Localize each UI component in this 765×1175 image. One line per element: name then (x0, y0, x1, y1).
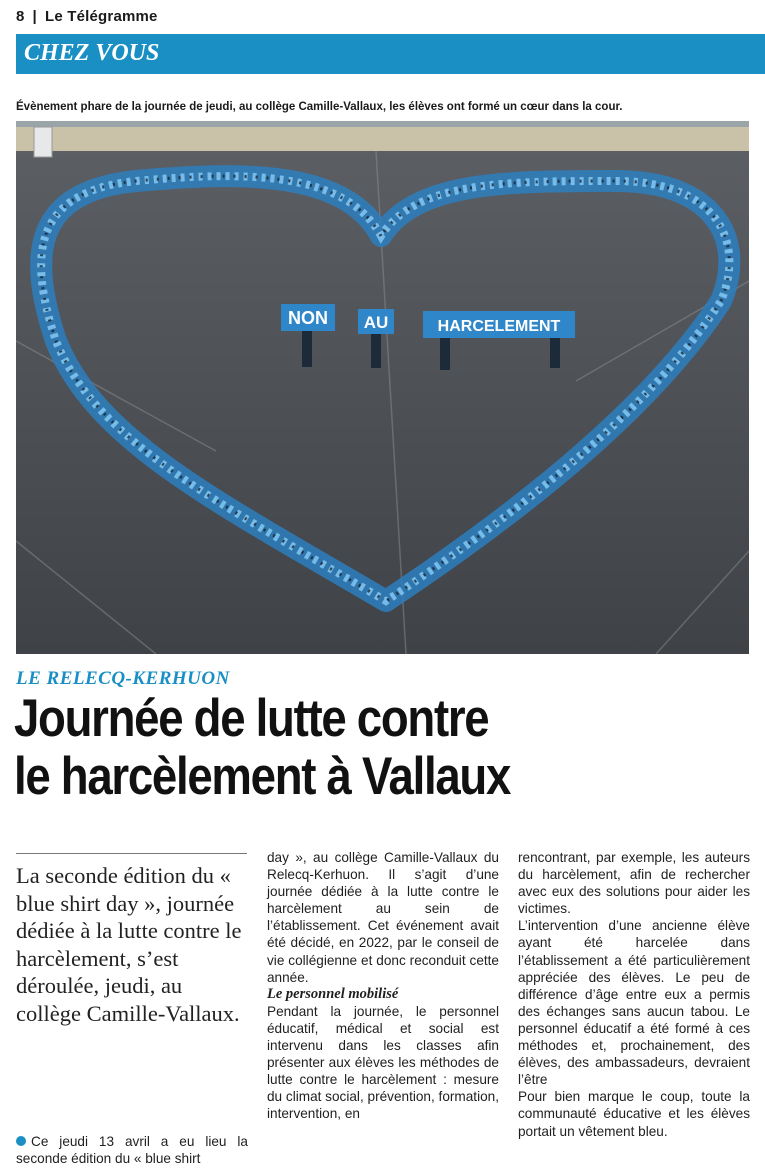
body-paragraph: rencontrant, par exemple, les auteurs du harcèlement, afin de rechercher avec eux des solutions pour aider les victimes. (518, 850, 750, 917)
body-paragraph: Pendant la journée, le personnel éducatif, médical et social est intervenu dans les classes afin présenter aux élèves les méthodes de lutte contre le harcèlement : mesure du climat social, prévention, formation, intervention, en (267, 1003, 499, 1122)
banner-word-non: NON (288, 308, 328, 328)
article-subhead: Le personnel mobilisé (267, 985, 399, 1002)
page-header (16, 8, 158, 25)
headline-line-1: Journée de lutte contre (14, 689, 489, 748)
body-column-3 (518, 849, 750, 1140)
section-title: CHEZ VOUS (24, 40, 160, 66)
body-paragraph: L’intervention d’une ancienne élève ayant été harcelée dans l’établissement a été particulièrement appréciée des élèves. Le peu de différence d’âge entre eux a permis des échanges sans aucun tabou. Le personnel éducatif a été formé à ces méthodes et, prochainement, des élèves, des ambassadeurs, devraient l’être (518, 918, 750, 1088)
article-headline (14, 690, 762, 806)
section-banner (16, 34, 765, 74)
body-column-2 (267, 849, 499, 1123)
photo-caption: Évènement phare de la journée de jeudi, au collège Camille-Vallaux, les élèves ont formé un cœur dans la cour. (16, 101, 623, 113)
headline-line-2: le harcèlement à Vallaux (14, 747, 511, 806)
header-separator: | (32, 8, 37, 25)
article-lede: La seconde édition du « blue shirt day », journée dédiée à la lutte contre le harcèlement, s’est déroulée, jeudi, au collège Camille-Vallaux. (16, 863, 242, 1026)
article-kicker: LE RELECQ-KERHUON (16, 668, 230, 689)
banner-word-au: AU (363, 313, 389, 332)
article-photo (16, 121, 749, 654)
bullet-icon (16, 1136, 26, 1146)
banner-word-harcelement: HARCELEMENT (437, 318, 561, 335)
page-number: 8 (16, 8, 25, 25)
lede-divider (16, 853, 247, 854)
body-paragraph: Pour bien marque le coup, toute la communauté éducative et les élèves portait un vêtement bleu. (518, 1089, 750, 1139)
body-paragraph: day », au collège Camille-Vallaux du Relecq-Kerhuon. Il s’agit d’une journée dédiée à la lutte contre le harcèlement au sein de l’établissement. Cet événement avait été décidé, en 2022, par le conseil de vie collégienne et donc reconduit cette année. (267, 850, 499, 985)
body-column-1 (16, 1133, 248, 1167)
publication-name: Le Télégramme (44, 8, 158, 25)
body-col1-text: Ce jeudi 13 avril a eu lieu la seconde édition du « blue shirt (16, 1134, 248, 1167)
photo-illustration (16, 121, 749, 654)
